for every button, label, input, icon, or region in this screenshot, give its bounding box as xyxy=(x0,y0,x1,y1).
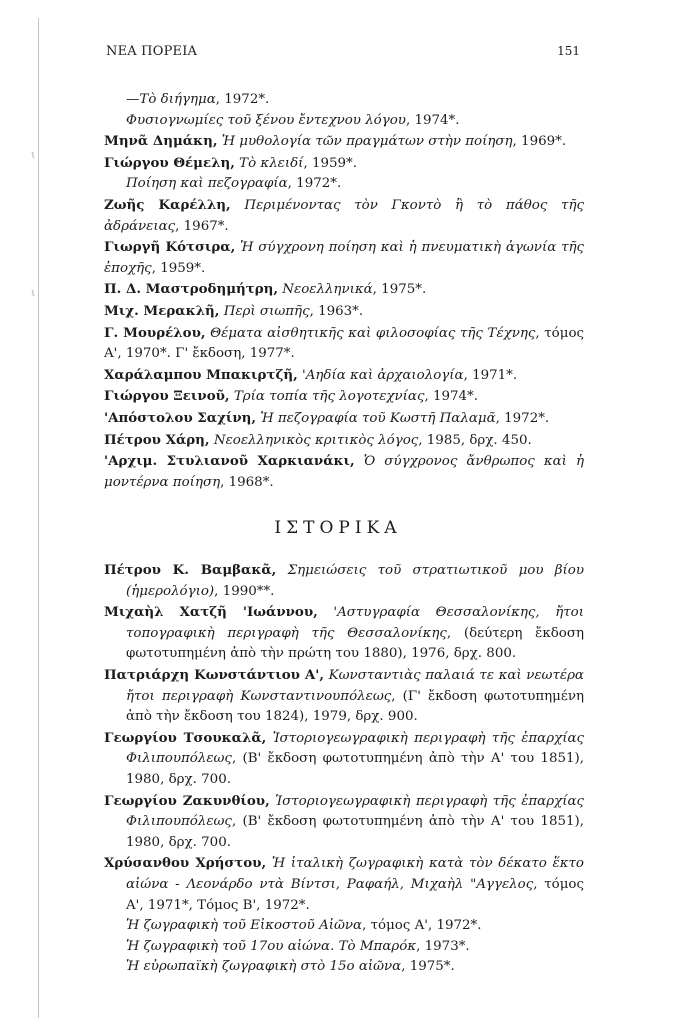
entry-details: , 1985, δρχ. 450. xyxy=(418,432,532,448)
list-item xyxy=(104,937,584,958)
entry-author: Μιχαὴλ Χατζῆ 'Ιωάννου, xyxy=(104,604,318,621)
entry-details: , 1974*. xyxy=(424,389,479,405)
entry-details: , 1990**. xyxy=(214,583,275,599)
entry-title: Θέματα αἰσθητικῆς καὶ φιλοσοφίας τῆς Τέχνης xyxy=(205,325,536,341)
list-item xyxy=(104,957,584,978)
entry-title: Ἡ ζωγραφικὴ τοῦ Εἰκοστοῦ Αἰῶνα xyxy=(126,918,363,934)
entry-author: Γεωργίου Τσουκαλᾶ, xyxy=(104,729,267,746)
entry-details: , τόμος Α', 1972*. xyxy=(362,918,482,934)
section-title: ΙΣΤΟΡΙΚΑ xyxy=(274,518,402,538)
entry-title: Ἡ σύγχρονη ποίηση καὶ ἡ πνευματικὴ ἀγωνία τῆς ἐποχῆς xyxy=(104,240,585,276)
entry-author: Χρύσανθου Χρήστου, xyxy=(104,855,267,872)
entry-title: Ἱστοριογεωγραφικὴ περιγραφὴ τῆς ἐπαρχίας Φιλιπουπόλεως xyxy=(126,730,584,767)
list-item xyxy=(104,408,584,430)
list-item xyxy=(104,153,584,175)
running-title: ΝΕΑ ΠΟΡΕΙΑ xyxy=(106,44,198,59)
entry-title: Ὁ σύγχρονος ἄνθρωπος καὶ ἡ μοντέρνα ποίηση xyxy=(104,454,584,490)
list-item xyxy=(104,131,584,153)
list-item xyxy=(104,301,584,323)
history-list xyxy=(104,560,584,978)
list-item xyxy=(104,323,584,365)
list-item xyxy=(104,916,584,937)
list-item xyxy=(104,386,584,408)
entry-title: Νεοελληνικά xyxy=(278,282,373,298)
entry-title: Τρία τοπία τῆς λογοτεχνίας xyxy=(229,389,425,405)
entry-details: , 1975*. xyxy=(372,282,427,298)
entry-details: , 1967*. xyxy=(175,218,229,234)
entry-details: , (Β' ἔκδοση φωτοτυπημένη ἀπὸ τὴν Α' του 1851), 1980, δρχ. 700. xyxy=(126,751,584,787)
entry-author: Γιωργῆ Κότσιρα, xyxy=(104,239,236,256)
list-item xyxy=(104,430,584,452)
entry-details: , 1968*. xyxy=(220,474,274,490)
entry-author: 'Απόστολου Σαχίνη, xyxy=(104,409,257,426)
entry-title: —Τὸ διήγημα xyxy=(126,92,216,107)
list-item xyxy=(104,90,584,111)
entry-details: , 1975*. xyxy=(401,959,455,975)
entry-details: , 1963*. xyxy=(309,303,364,319)
entry-title: Περιμένοντας τὸν Γκοντὸ ἢ τὸ πάθος τῆς ἀδράνειας xyxy=(104,197,584,234)
entry-title: Ἡ μυθολογία τῶν πραγμάτων στὴν ποίηση xyxy=(217,134,513,150)
list-item xyxy=(104,365,584,387)
entry-author: Πατριάρχη Κωνστάντιου Α', xyxy=(104,666,325,683)
entry-title: Ἡ ἰταλικὴ ζωγραφικὴ κατὰ τὸν δέκατο ἕκτο αἰώνα - Λεονάρδο ντὰ Βίντσι, Ραφαήλ, Μιχαὴλ "Αγγελος xyxy=(126,856,584,892)
entry-details: , τόμος Α', 1971*, Τόμος Β', 1972*. xyxy=(126,876,584,913)
list-item xyxy=(104,174,584,195)
list-item xyxy=(104,237,584,279)
list-item xyxy=(104,111,584,132)
list-item xyxy=(104,728,584,791)
entry-author: Π. Δ. Μαστροδημήτρη, xyxy=(104,281,279,298)
entry-title: Περὶ σιωπῆς xyxy=(219,303,310,319)
list-item xyxy=(104,279,584,301)
entry-author: Πέτρου Χάρη, xyxy=(104,431,210,448)
entry-title: Ποίηση καὶ πεζογραφία xyxy=(126,176,288,192)
list-item xyxy=(104,195,584,237)
literature-list xyxy=(104,90,584,493)
entry-author: Χαράλαμπου Μπακιρτζῆ, xyxy=(104,366,298,383)
entry-author: 'Αρχιμ. Στυλιανοῦ Χαρκιανάκι, xyxy=(104,453,355,470)
entry-title: Φυσιογνωμίες τοῦ ξένου ἔντεχνου λόγου xyxy=(126,112,406,128)
list-item xyxy=(104,560,584,602)
entry-author: Γεωργίου Ζακυνθίου, xyxy=(104,792,270,809)
entry-title: 'Αηδία καὶ ἀρχαιολογία xyxy=(297,367,464,383)
entry-details: , (Β' ἔκδοση φωτοτυπημένη ἀπὸ τὴν Α' του 1851), 1980, δρχ. 700. xyxy=(126,814,584,850)
list-item xyxy=(104,602,584,665)
entry-title: Ἱστοριογεωγραφικὴ περιγραφὴ τῆς ἐπαρχίας Φιλιπουπόλεως xyxy=(126,793,584,830)
entry-title: Νεοελληνικὸς κριτικὸς λόγος xyxy=(209,432,419,448)
entry-details: , 1959*. xyxy=(151,260,206,276)
entry-details: , 1972*. xyxy=(495,410,550,426)
list-item xyxy=(104,853,584,916)
entry-title: 'Αστυγραφία Θεσσαλονίκης, ἤτοι τοπογραφικὴ περιγραφὴ τῆς Θεσσαλονίκης xyxy=(126,605,584,641)
entry-author: Γ. Μουρέλου, xyxy=(104,324,206,341)
entry-author: Ζωῆς Καρέλλη, xyxy=(104,196,231,213)
entry-details: , 1959*. xyxy=(303,155,357,171)
entry-title: Σημειώσεις τοῦ στρατιωτικοῦ μου βίου (ἡμερολόγιο) xyxy=(126,563,584,599)
entry-details: , τόμος Α', 1970*. Γ' ἔκδοση, 1977*. xyxy=(104,325,585,362)
entry-title: Τὸ κλειδί xyxy=(234,155,304,171)
entry-details: , 1972*. xyxy=(215,92,270,107)
page-header xyxy=(106,44,580,64)
entry-details: , 1974*. xyxy=(405,112,460,128)
margin-mark: ι xyxy=(31,148,36,161)
page-number: 151 xyxy=(557,44,580,58)
entry-details: , (Γ' ἔκδοση φωτοτυπημένη ἀπὸ τὴν ἔκδοση του 1824), 1979, δρχ. 900. xyxy=(126,688,584,725)
entry-details: , 1969*. xyxy=(512,134,567,150)
entry-author: Πέτρου Κ. Βαμβακᾶ, xyxy=(104,562,277,578)
margin-mark: ι xyxy=(31,286,36,299)
entry-author: Γιώργου Θέμελη, xyxy=(104,154,235,171)
entry-title: Κωνσταντιὰς παλαιά τε καὶ νεωτέρα ἤτοι περιγραφὴ Κωνσταντινουπόλεως xyxy=(126,667,584,704)
entry-author: Μιχ. Μερακλῆ, xyxy=(104,302,220,319)
entry-author: Γιώργου Ξεινοῦ, xyxy=(104,388,230,405)
list-item xyxy=(104,791,584,854)
entry-details: , 1972*. xyxy=(287,176,342,192)
list-item xyxy=(104,665,584,728)
entry-title: Ἡ εὐρωπαϊκὴ ζωγραφικὴ στὸ 15ο αἰῶνα xyxy=(126,959,402,975)
list-item xyxy=(104,451,584,493)
entry-details: , 1971*. xyxy=(463,367,518,383)
entry-title: Ἡ ζωγραφικὴ τοῦ 17ου αἰώνα. Τὸ Μπαρόκ xyxy=(126,938,417,954)
entry-author: Μηνᾶ Δημάκη, xyxy=(104,133,218,150)
entry-details: , (δεύτερη ἔκδοση φωτοτυπημένη ἀπὸ τὴν πρώτη του 1880), 1976, δρχ. 800. xyxy=(126,625,584,662)
entry-title: Ἡ πεζογραφία τοῦ Κωστῆ Παλαμᾶ xyxy=(256,410,496,426)
entry-details: , 1973*. xyxy=(416,938,470,954)
